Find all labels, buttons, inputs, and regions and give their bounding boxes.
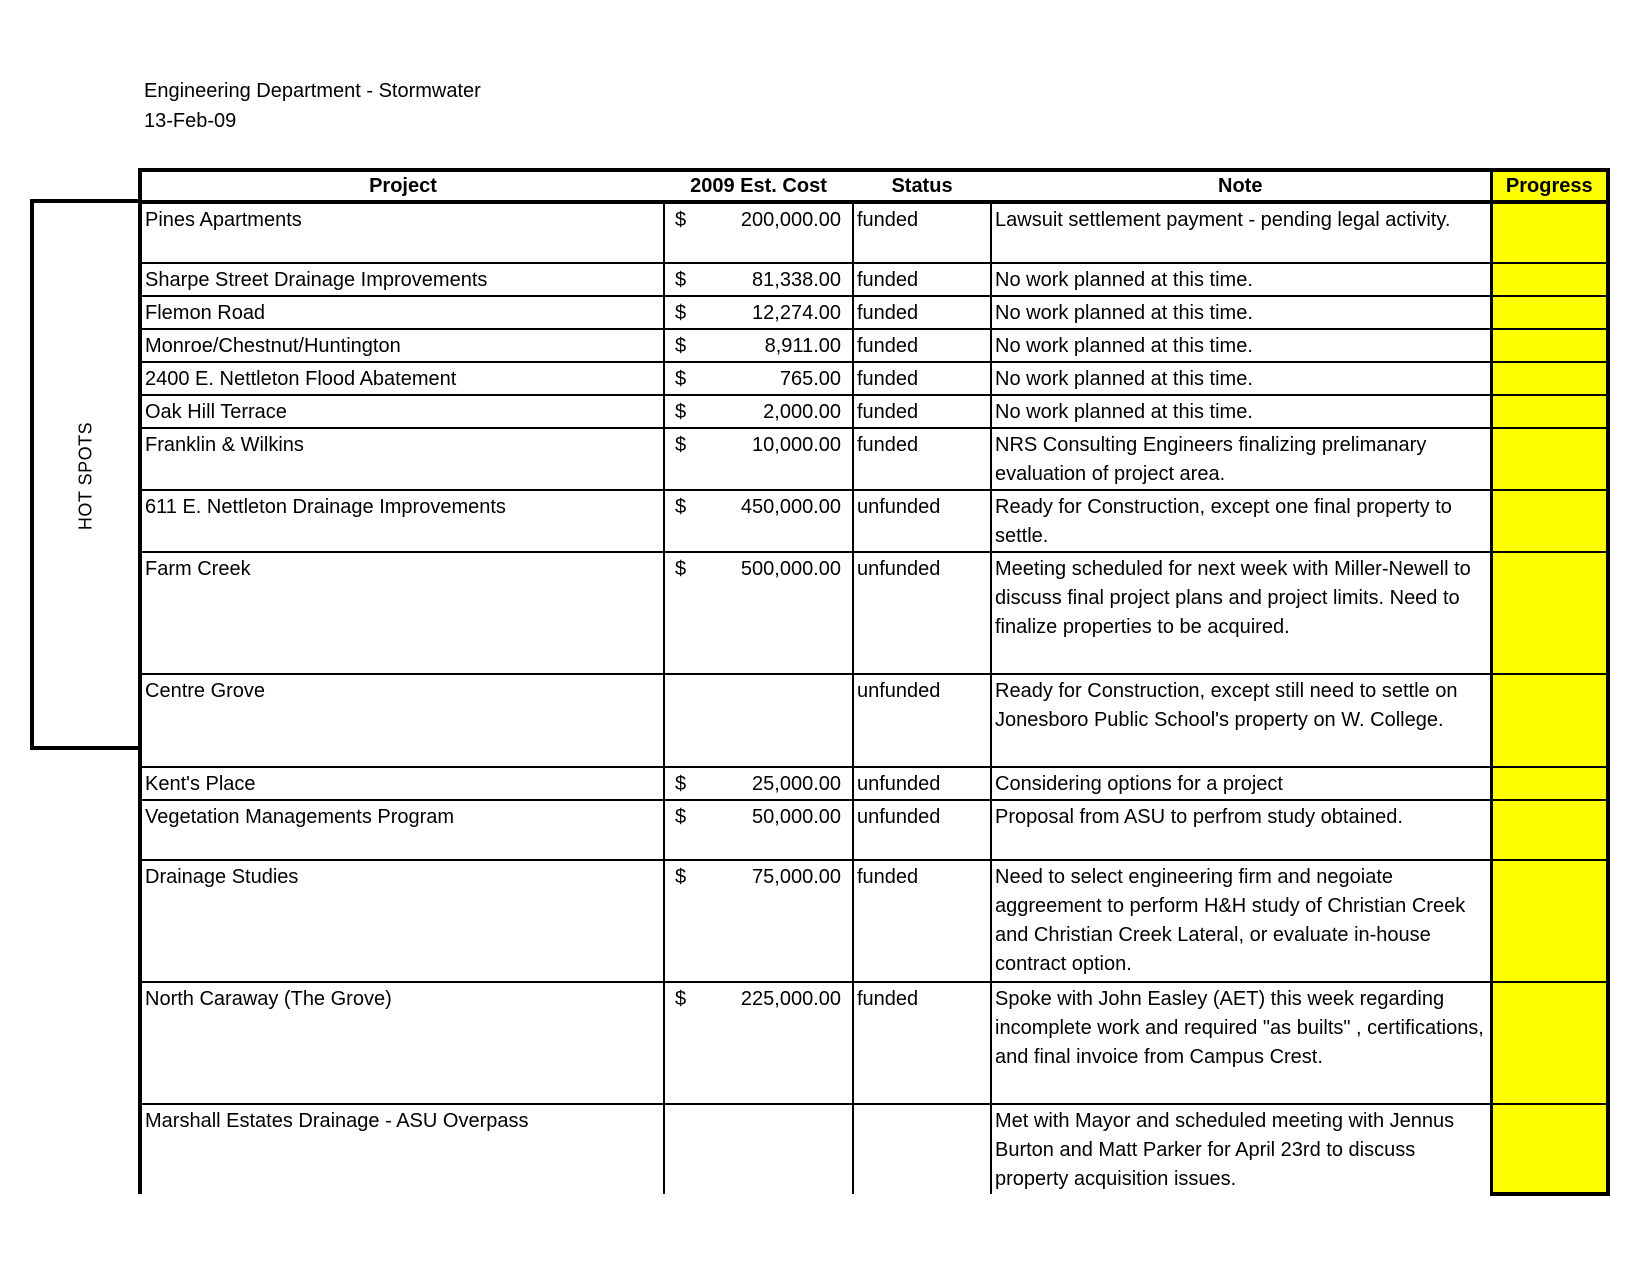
note-cell: Need to select engineering firm and negoiate aggreement to perform H&H study of Christian Creek and Christian Creek Lateral, or evaluate in-house contract option.	[991, 860, 1491, 982]
note-cell: Proposal from ASU to perfrom study obtained.	[991, 800, 1491, 860]
status-cell: funded	[853, 362, 991, 395]
stormwater-projects-table	[138, 168, 1606, 1196]
progress-cell	[1491, 395, 1608, 428]
hot-spots-label: HOT SPOTS	[75, 421, 96, 531]
status-cell	[853, 1104, 991, 1194]
note-cell: No work planned at this time.	[991, 362, 1491, 395]
progress-cell	[1491, 202, 1608, 263]
note-cell: Met with Mayor and scheduled meeting with Jennus Burton and Matt Parker for April 23rd to discuss property acquisition issues.	[991, 1104, 1491, 1194]
progress-cell	[1491, 490, 1608, 552]
status-cell: unfunded	[853, 490, 991, 552]
project-cell: Farm Creek	[140, 552, 664, 674]
status-cell: funded	[853, 263, 991, 296]
currency-symbol: $	[675, 866, 687, 888]
project-cell: Flemon Road	[140, 296, 664, 329]
table-row	[140, 674, 1608, 767]
cost-amount: 500,000.00	[740, 558, 841, 580]
currency-symbol: $	[675, 806, 687, 828]
note-cell: No work planned at this time.	[991, 329, 1491, 362]
column-header-progress: Progress	[1491, 170, 1608, 202]
project-cell: 611 E. Nettleton Drainage Improvements	[140, 490, 664, 552]
cost-cell	[664, 860, 853, 982]
status-cell: funded	[853, 860, 991, 982]
table-row	[140, 362, 1608, 395]
progress-cell	[1491, 767, 1608, 800]
currency-symbol: $	[675, 558, 687, 580]
cost-cell	[664, 674, 853, 767]
table-row	[140, 202, 1608, 263]
progress-cell	[1491, 800, 1608, 860]
table-row	[140, 263, 1608, 296]
cost-amount: 81,338.00	[752, 269, 841, 291]
table-row	[140, 1104, 1608, 1194]
note-cell: Meeting scheduled for next week with Miller-Newell to discuss final project plans and project limits. Need to finalize properties to be acquired.	[991, 552, 1491, 674]
currency-symbol: $	[675, 773, 687, 795]
cost-cell	[664, 362, 853, 395]
table-row	[140, 860, 1608, 982]
progress-cell	[1491, 362, 1608, 395]
table-row	[140, 490, 1608, 552]
progress-cell	[1491, 1104, 1608, 1194]
progress-cell	[1491, 860, 1608, 982]
column-header-cost: 2009 Est. Cost	[664, 170, 853, 202]
column-header-status: Status	[853, 170, 991, 202]
project-cell: Drainage Studies	[140, 860, 664, 982]
cost-amount: 225,000.00	[740, 988, 841, 1010]
status-cell: funded	[853, 296, 991, 329]
note-cell: Spoke with John Easley (AET) this week regarding incomplete work and required "as builts" , certifications, and final invoice from Campus Crest.	[991, 982, 1491, 1104]
note-cell: No work planned at this time.	[991, 263, 1491, 296]
note-cell: Lawsuit settlement payment - pending legal activity.	[991, 202, 1491, 263]
table-row	[140, 329, 1608, 362]
note-cell: Considering options for a project	[991, 767, 1491, 800]
cost-cell	[664, 552, 853, 674]
cost-cell	[664, 800, 853, 860]
cost-amount: 2,000.00	[763, 401, 841, 423]
currency-symbol: $	[675, 434, 687, 456]
cost-cell	[664, 490, 853, 552]
currency-symbol: $	[675, 496, 687, 518]
currency-symbol: $	[675, 269, 687, 291]
cost-cell	[664, 329, 853, 362]
status-cell: unfunded	[853, 767, 991, 800]
cost-amount: 8,911.00	[764, 335, 841, 357]
currency-symbol: $	[675, 209, 687, 231]
status-cell: funded	[853, 202, 991, 263]
cost-amount: 75,000.00	[752, 866, 841, 888]
project-cell: Franklin & Wilkins	[140, 428, 664, 490]
note-cell: NRS Consulting Engineers finalizing prelimanary evaluation of project area.	[991, 428, 1491, 490]
table-row	[140, 767, 1608, 800]
progress-cell	[1491, 296, 1608, 329]
cost-cell	[664, 395, 853, 428]
progress-cell	[1491, 552, 1608, 674]
cost-cell	[664, 263, 853, 296]
currency-symbol: $	[675, 988, 687, 1010]
table-row	[140, 395, 1608, 428]
project-cell: Sharpe Street Drainage Improvements	[140, 263, 664, 296]
cost-cell	[664, 428, 853, 490]
document-date: 13-Feb-09	[144, 110, 237, 132]
document-title: Engineering Department - Stormwater	[144, 80, 481, 102]
note-cell: No work planned at this time.	[991, 296, 1491, 329]
status-cell: funded	[853, 982, 991, 1104]
cost-amount: 50,000.00	[752, 806, 841, 828]
cost-amount: 200,000.00	[740, 209, 841, 231]
project-cell: Pines Apartments	[140, 202, 664, 263]
table-row	[140, 800, 1608, 860]
currency-symbol: $	[675, 401, 687, 423]
table-row	[140, 296, 1608, 329]
currency-symbol: $	[675, 335, 687, 357]
cost-amount: 765.00	[779, 368, 841, 390]
progress-cell	[1491, 982, 1608, 1104]
project-cell: Oak Hill Terrace	[140, 395, 664, 428]
table-row	[140, 982, 1608, 1104]
progress-cell	[1491, 263, 1608, 296]
column-header-project: Project	[140, 170, 664, 202]
cost-cell	[664, 296, 853, 329]
project-cell: 2400 E. Nettleton Flood Abatement	[140, 362, 664, 395]
cost-cell	[664, 767, 853, 800]
project-cell: Marshall Estates Drainage - ASU Overpass	[140, 1104, 664, 1194]
note-cell: No work planned at this time.	[991, 395, 1491, 428]
status-cell: funded	[853, 395, 991, 428]
cost-amount: 25,000.00	[752, 773, 841, 795]
status-cell: funded	[853, 329, 991, 362]
cost-cell	[664, 982, 853, 1104]
status-cell: funded	[853, 428, 991, 490]
progress-cell	[1491, 674, 1608, 767]
cost-amount: 12,274.00	[752, 302, 841, 324]
cost-amount: 10,000.00	[752, 434, 841, 456]
project-cell: Vegetation Managements Program	[140, 800, 664, 860]
note-cell: Ready for Construction, except one final property to settle.	[991, 490, 1491, 552]
cost-cell	[664, 1104, 853, 1194]
project-cell: Centre Grove	[140, 674, 664, 767]
column-header-note: Note	[991, 170, 1491, 202]
progress-cell	[1491, 428, 1608, 490]
currency-symbol: $	[675, 368, 687, 390]
table-header-row	[140, 170, 1608, 202]
cost-amount: 450,000.00	[740, 496, 841, 518]
note-cell: Ready for Construction, except still need to settle on Jonesboro Public School's property on W. College.	[991, 674, 1491, 767]
cost-cell	[664, 202, 853, 263]
status-cell: unfunded	[853, 674, 991, 767]
status-cell: unfunded	[853, 800, 991, 860]
status-cell: unfunded	[853, 552, 991, 674]
table-row	[140, 552, 1608, 674]
project-cell: North Caraway (The Grove)	[140, 982, 664, 1104]
progress-cell	[1491, 329, 1608, 362]
table-row	[140, 428, 1608, 490]
project-cell: Kent's Place	[140, 767, 664, 800]
currency-symbol: $	[675, 302, 687, 324]
project-cell: Monroe/Chestnut/Huntington	[140, 329, 664, 362]
